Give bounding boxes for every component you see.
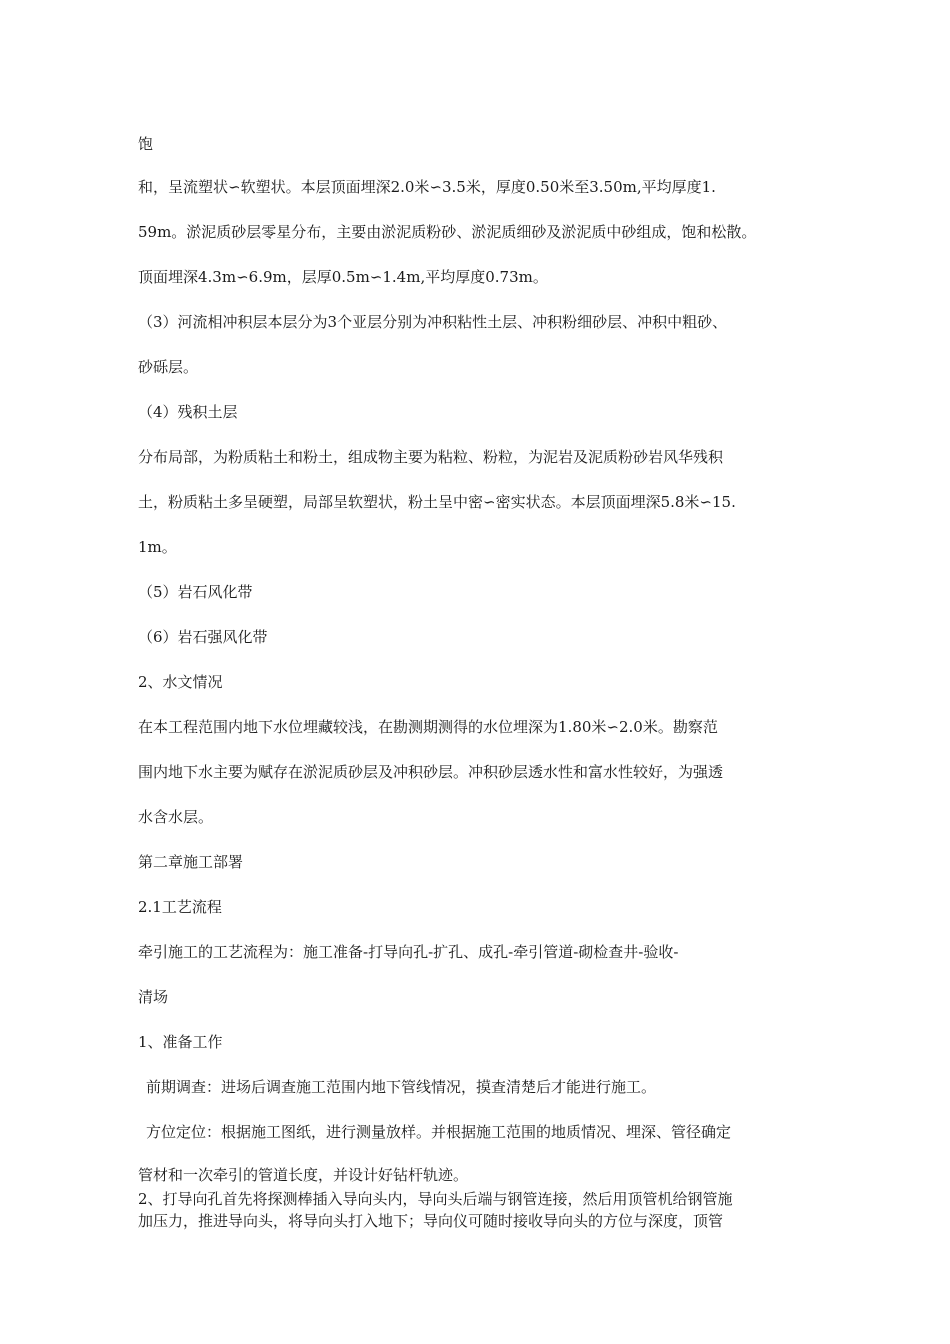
text-line: 2、打导向孔首先将探测棒插入导向头内，导向头后端与钢管连接，然后用顶管机给钢管施 <box>138 1190 733 1208</box>
section-heading: （4）残积土层 <box>138 403 238 421</box>
text-line: 1m。 <box>138 538 177 556</box>
text-line: 土，粉质粘土多呈硬塑，局部呈软塑状，粉土呈中密∽密实状态。本层顶面埋深5.8米∽15. <box>138 493 736 511</box>
text-line: 加压力，推进导向头，将导向头打入地下；导向仪可随时接收导向头的方位与深度，顶管 <box>138 1212 724 1230</box>
section-heading: 2、水文情况 <box>138 673 223 691</box>
section-heading: 1、准备工作 <box>138 1033 223 1051</box>
section-heading: 2.1工艺流程 <box>138 898 222 916</box>
text-line: 前期调查：进场后调查施工范围内地下管线情况，摸查清楚后才能进行施工。 <box>146 1078 657 1096</box>
text-line: 顶面埋深4.3m∽6.9m，层厚0.5m∽1.4m,平均厚度0.73m。 <box>138 268 548 286</box>
text-line: 水含水层。 <box>138 808 214 826</box>
text-line: 围内地下水主要为赋存在淤泥质砂层及冲积砂层。冲积砂层透水性和富水性较好，为强透 <box>138 763 724 781</box>
text-line: 方位定位：根据施工图纸，进行测量放样。并根据施工范围的地质情况、埋深、管径确定 <box>146 1123 732 1141</box>
text-line: 59m。淤泥质砂层零星分布，主要由淤泥质粉砂、淤泥质细砂及淤泥质中砂组成，饱和松散。 <box>138 223 757 241</box>
text-line: （3）河流相冲积层本层分为3个亚层分别为冲积粘性土层、冲积粉细砂层、冲积中粗砂、 <box>138 313 728 331</box>
text-line: 管材和一次牵引的管道长度，并设计好钻杆轨迹。 <box>138 1166 469 1184</box>
text-line: 饱 <box>138 135 154 153</box>
text-line: 和，呈流塑状∽软塑状。本层顶面埋深2.0米∽3.5米，厚度0.50米至3.50m,平均厚度1. <box>138 178 716 196</box>
text-line: 在本工程范围内地下水位埋藏较浅，在勘测期测得的水位埋深为1.80米∽2.0米。勘察范 <box>138 718 718 736</box>
chapter-heading: 第二章施工部署 <box>138 853 244 871</box>
section-heading: （5）岩石风化带 <box>138 583 253 601</box>
text-line: 分布局部，为粉质粘土和粉土，组成物主要为粘粒、粉粒，为泥岩及泥质粉砂岩风华残积 <box>138 448 724 466</box>
text-line: 牵引施工的工艺流程为：施工准备-打导向孔-扩孔、成孔-牵引管道-砌检查井-验收- <box>138 943 679 961</box>
section-heading: （6）岩石强风化带 <box>138 628 268 646</box>
text-line: 清场 <box>138 988 169 1006</box>
text-line: 砂砾层。 <box>138 358 199 376</box>
